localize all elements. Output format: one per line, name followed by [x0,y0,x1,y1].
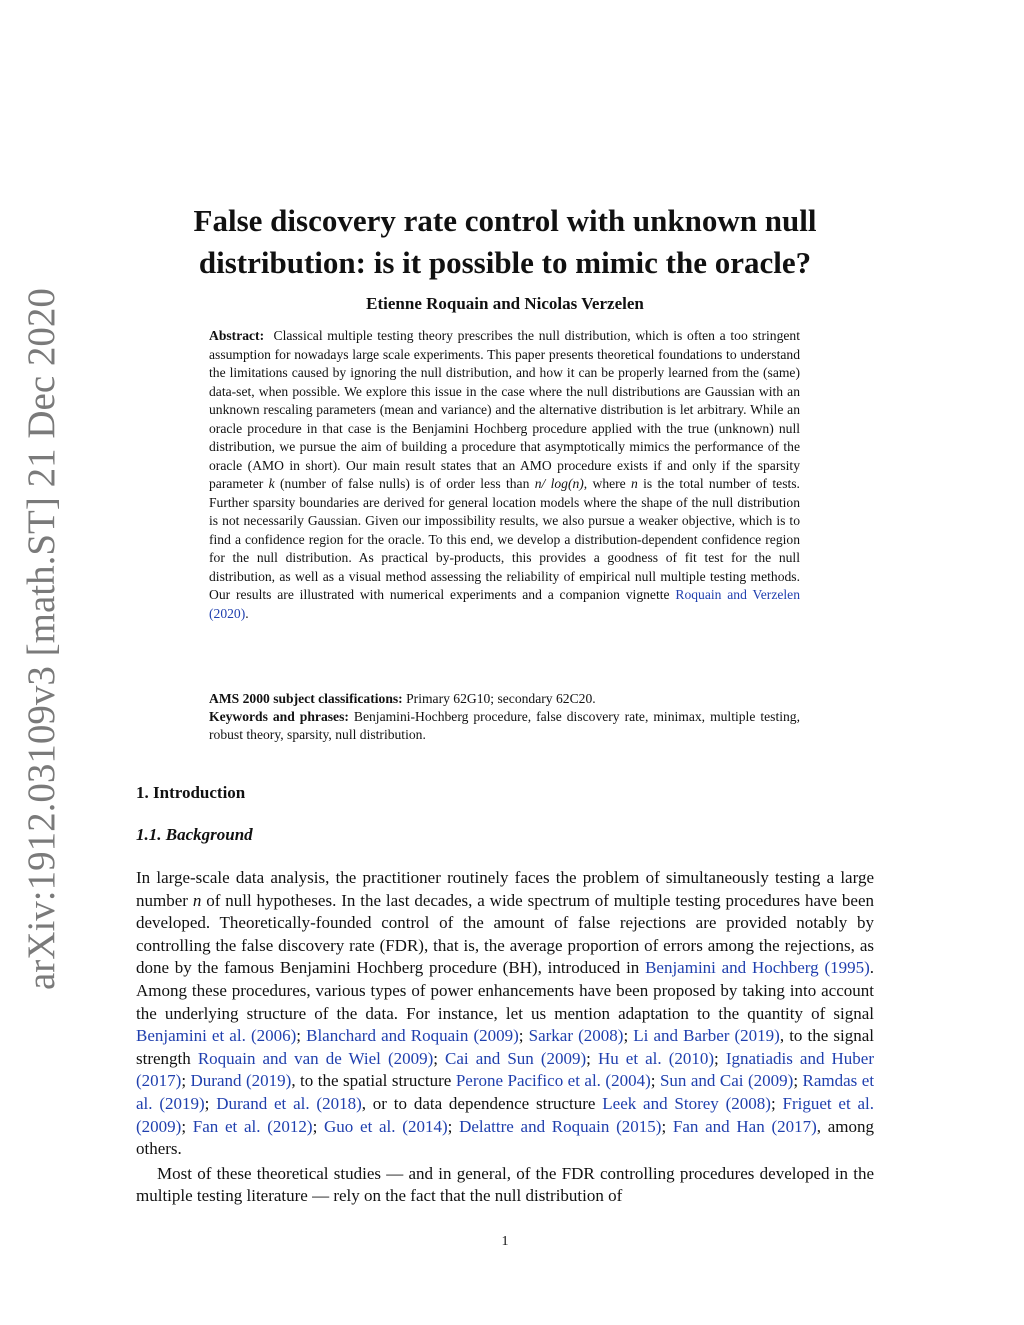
citation-year-link[interactable]: (2012) [267,1116,313,1136]
citation-link[interactable]: Guo et al. [324,1116,396,1136]
citation-year-link[interactable]: (1995) [824,958,870,978]
keywords-label: Keywords and phrases: [209,709,349,724]
classification-block [209,690,800,744]
paper-title: False discovery rate control with unknown null distribution: is it possible to mimic the oracle? [193,203,817,280]
citation-year-link[interactable]: (2004) [605,1071,651,1091]
citation-year-link[interactable]: (2020) [209,605,246,621]
citation-year-link[interactable]: (2008) [725,1093,771,1113]
citation-year-link[interactable]: (2009) [136,1116,182,1136]
section-heading: 1. Introduction [136,783,246,802]
citation-link[interactable]: Hu et al. [597,1048,662,1068]
citation-link[interactable]: Sarkar [528,1026,573,1046]
text: , or to data dependence structure [361,1093,596,1113]
abstract-text: is the total number of tests. Further sparsity boundaries are derived for general location models where the shape of the null distribution is not necessarily Gaussian. Given our impossibility results, we also pursue a weaker objective, which is to find a confidence region for the oracle. To this end, we develop a distribution-dependent confidence region for the null distribution. As practical by-products, this provides a goodness of fit test for the null distribution, as well as a visual method assessing the reliability of empirical null multiple testing methods. Our results are illustrated with numerical experiments and a companion vignette [209,476,800,602]
arxiv-sidebar [18,288,66,990]
page-number: 1 [501,1234,509,1249]
abstract-text: , where [583,476,626,491]
citation-year-link[interactable]: (2010) [668,1048,715,1068]
citation-link[interactable]: Roquain and van de Wiel [197,1048,381,1068]
abstract-label: Abstract: [209,328,265,343]
text: , to the signal strength [136,1026,875,1068]
citation-link[interactable]: Li and Barber [633,1026,730,1046]
citation-link[interactable]: Durand et al. [216,1093,310,1113]
ams-classification [209,690,800,708]
citation-link[interactable]: Sun and Cai [659,1071,744,1091]
citation-link[interactable]: Fan and Han [672,1116,765,1136]
citation-link[interactable]: Friguet et al. [782,1093,874,1113]
citation-link[interactable]: Delattre and Roquain [459,1116,610,1136]
citation-year-link[interactable]: (2017) [136,1071,182,1091]
citation-link[interactable]: Benjamini et al. [136,1026,246,1046]
citation-link[interactable]: Leek and Storey [602,1093,719,1113]
citation-year-link[interactable]: (2009) [748,1071,794,1091]
text: , to the spatial structure [291,1071,452,1091]
math-k: k [268,476,275,491]
paper-authors: Etienne Roquain and Nicolas Verzelen [366,294,644,313]
keywords [209,708,800,744]
paragraph [136,1163,874,1208]
text: , among others. [136,1116,875,1159]
abstract [209,327,800,623]
citation-link[interactable]: Ignatiadis and Huber [725,1048,874,1068]
citation-year-link[interactable]: (2009) [473,1026,519,1046]
citation-year-link[interactable]: (2018) [316,1093,362,1113]
citation-year-link[interactable]: (2009) [540,1048,587,1068]
citation-link[interactable]: Perone Pacifico et al. [455,1071,601,1091]
abstract-text: . [245,605,249,621]
citation-link[interactable]: Ramdas et al. [136,1071,875,1113]
citation-link[interactable]: Durand [190,1071,242,1091]
text: of null hypotheses. In the last decades, a wide spectrum of multiple testing procedures have been developed. Theoretically-founded control of the amount of false rejections are provided notably by controlling the false discovery rate (FDR), that is, the average proportion of errors among the rejections, as done by the famous Benjamini Hochberg procedure (BH), introduced in [136,890,875,978]
citation-link[interactable]: Benjamini and Hochberg [645,958,819,978]
math-n: n [192,890,202,910]
text: Most of these theoretical studies — and in general, of the FDR controlling procedures developed in the multiple testing literature — rely on the fact that the null distribution of [136,1163,874,1206]
citation-year-link[interactable]: (2019) [734,1026,780,1046]
ams-text: Primary 62G10; secondary 62C20. [406,691,596,706]
citation-year-link[interactable]: (2006) [250,1026,297,1046]
text: In large-scale data analysis, the practitioner routinely faces the problem of simultaneously testing a large number [136,868,874,910]
body-text [136,867,874,1208]
citation-year-link[interactable]: (2009) [387,1048,434,1068]
math-bound: n/ log(n) [534,476,584,491]
citation-link[interactable]: Fan et al. [192,1116,261,1136]
citation-year-link[interactable]: (2019) [159,1093,205,1113]
citation-year-link[interactable]: (2017) [771,1116,817,1136]
citation-year-link[interactable]: (2008) [578,1026,624,1046]
citation-link[interactable]: Cai and Sun [445,1048,534,1068]
arxiv-identifier: arXiv:1912.03109v3 [math.ST] 21 Dec 2020 [20,288,63,990]
keywords-text: Benjamini-Hochberg procedure, false discovery rate, minimax, multiple testing, robust theory, sparsity, null distribution. [209,709,801,742]
text: . Among these procedures, various types of power enhancements have been proposed by taking into account the underlying structure of the data. For instance, let us mention adaptation to the quantity of signal [136,958,875,1023]
citation-link[interactable]: Blanchard and Roquain [306,1026,469,1046]
paragraph: In large-scale data analysis, the practitioner routinely faces the problem of simultaneously testing a large number n of null hypotheses. In the last decades, a wide spectrum of multiple testing procedures have been developed. Theoretically-founded control of the amount of false rejections are provided notably by controlling the false discovery rate (FDR), that is, the average proportion of errors among the rejections, as done by the famous Benjamini Hochberg procedure (BH), introduced in Benjamini and Hochberg (1995). Among these procedures, various types of power enhancements have been proposed by taking into account the underlying structure of the data. For instance, let us mention adaptation to the quantity of signal Benjamini et al. (2006); Blanchard and Roquain (2009); Sarkar (2008); Li and Barber (2019), to the signal strength Roquain and van de Wiel (2009); Cai and Sun (2009); Hu et al. (2010); Ignatiadis and Huber (2017); Durand (2019), to the spatial structure Perone Pacifico et al. (2004); Sun and Cai (2009); Ramdas et al. (2019); Durand et al. (2018), or to data dependence structure Leek and Storey (2008); Friguet et al. (2009); Fan et al. (2012); Guo et al. (2014); Delattre and Roquain (2015); Fan and Han (2017), among others. [136,868,875,1159]
abstract-text: Classical multiple testing theory prescribes the null distribution, which is often a too stringent assumption for nowadays large scale experiments. This paper presents theoretical foundations to understand the limitations caused by ignoring the null distribution, and how it can be properly learned from the (same) data-set, when possible. We explore this issue in the case where the null distributions are Gaussian with an unknown rescaling parameters (mean and variance) and the alternative distribution is let arbitrary. While an oracle procedure in that case is the Benjamini Hochberg procedure applied with the true (unknown) null distribution, we pursue the aim of building a procedure that asymptotically mimics the performance of the oracle (AMO in short). Our main result states that an AMO procedure exists if and only if the sparsity parameter [209,328,801,491]
citation-link[interactable]: Roquain and Verzelen [675,587,800,602]
citation-year-link[interactable]: (2014) [402,1116,448,1136]
math-n: n [631,476,638,491]
ams-label: AMS 2000 subject classifications: [209,691,403,706]
citation-year-link[interactable]: (2015) [616,1116,662,1136]
citation-year-link[interactable]: (2019) [246,1071,292,1091]
subsection-heading: 1.1. Background [136,825,253,844]
abstract-text: (number of false nulls) is of order less than [280,476,530,491]
